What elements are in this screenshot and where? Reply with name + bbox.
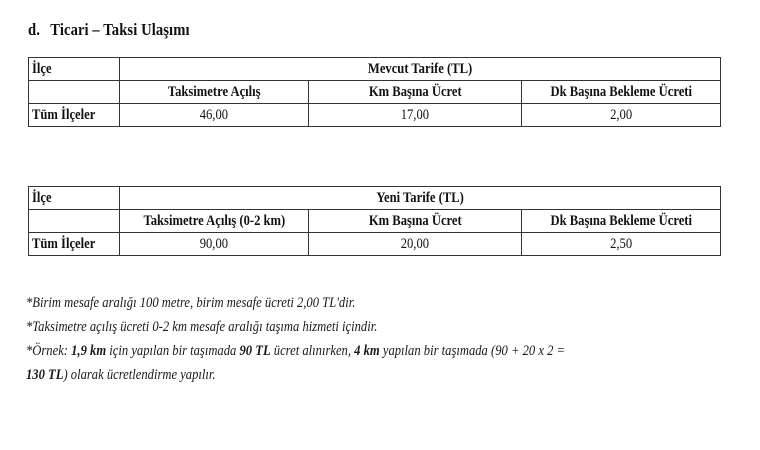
note-opening-fee: *Taksimetre açılış ücreti 0-2 km mesafe aralığı taşıma hizmeti içindir. [26,319,378,335]
table-row [29,58,721,81]
row-label-all-districts: Tüm İlçeler [29,233,120,256]
value-per-km: 20,00 [309,233,522,256]
note-example-line: *Örnek: 1,9 km için yapılan bir taşımada 90 TL ücret alınırken, 4 km yapılan bir taşımada (90 + 20 x 2 = [26,343,566,359]
value-waiting: 2,50 [522,233,721,256]
empty-cell [29,210,120,233]
district-header-cell: İlçe [29,58,120,81]
value-opening: 90,00 [120,233,309,256]
column-header-opening: Taksimetre Açılış [120,81,309,104]
table-row [29,187,721,210]
table-row [29,233,721,256]
tariff-group-header: Yeni Tarife (TL) [120,187,721,210]
district-header-cell: İlçe [29,187,120,210]
note-example-line: 130 TL) olarak ücretlendirme yapılır. [26,367,216,383]
table-row [29,104,721,127]
section-number: d. [28,20,40,39]
value-waiting: 2,00 [522,104,721,127]
row-label-all-districts: Tüm İlçeler [29,104,120,127]
value-per-km: 17,00 [309,104,522,127]
note-unit-distance: *Birim mesafe aralığı 100 metre, birim mesafe ücreti 2,00 TL'dir. [26,295,356,311]
column-header-waiting: Dk Başına Bekleme Ücreti [522,210,721,233]
value-opening: 46,00 [120,104,309,127]
table-row [29,81,721,104]
footnotes [26,291,715,387]
table-row [29,210,721,233]
new-tariff-table [28,186,721,256]
column-header-waiting: Dk Başına Bekleme Ücreti [522,81,721,104]
current-tariff-table [28,57,721,127]
empty-cell [29,81,120,104]
section-title: Ticari – Taksi Ulaşımı [50,20,190,39]
column-header-per-km: Km Başına Ücret [309,210,522,233]
tariff-group-header: Mevcut Tarife (TL) [120,58,721,81]
column-header-per-km: Km Başına Ücret [309,81,522,104]
column-header-opening: Taksimetre Açılış (0-2 km) [120,210,309,233]
section-heading [28,20,190,40]
